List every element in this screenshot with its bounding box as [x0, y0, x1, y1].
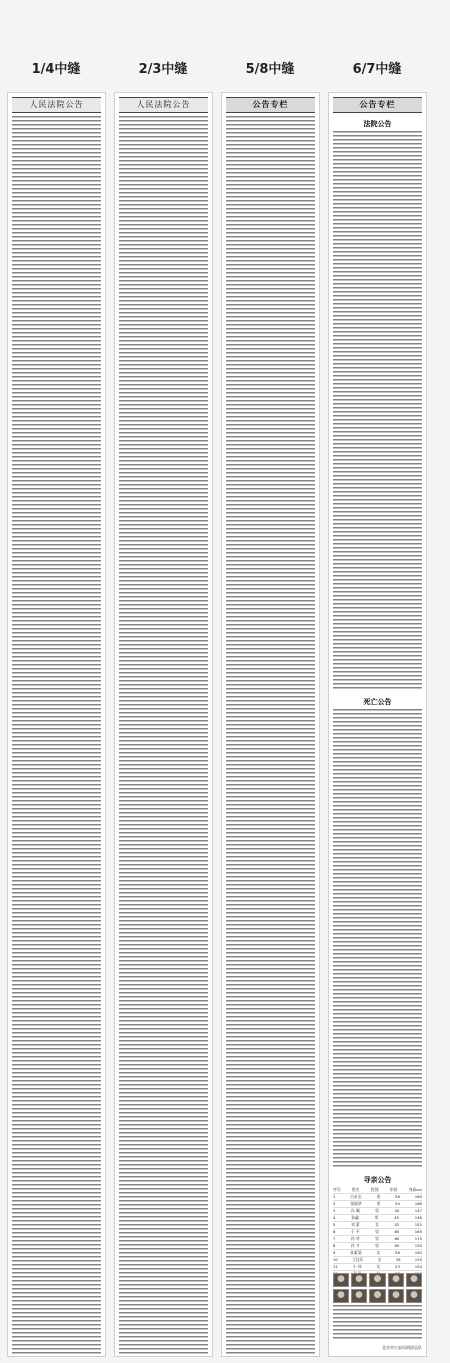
table-cell: 张福华 [350, 1201, 362, 1206]
table-header: 身高cm [408, 1187, 422, 1192]
seam-label-6-7: 6/7中缝 [352, 62, 402, 77]
table-cell: 58 [395, 1250, 400, 1255]
portrait-photo [351, 1289, 367, 1303]
table-cell: 8 [333, 1243, 336, 1248]
table-row [333, 1257, 422, 1264]
table-cell: 男 [374, 1215, 379, 1220]
table-cell: 39 [395, 1257, 401, 1262]
table-row [333, 1264, 422, 1271]
table-cell: 11 [333, 1264, 338, 1269]
table-cell: 170 [414, 1236, 422, 1241]
table-cell: 45 [394, 1208, 400, 1213]
table-cell: 孙鑫 [351, 1215, 359, 1220]
table-cell: 155 [414, 1257, 422, 1262]
table-cell: 3 [333, 1208, 336, 1213]
seam-label-2-3: 2/3中缝 [138, 62, 188, 77]
table-cell: 男 [376, 1194, 381, 1199]
table-cell: 60 [394, 1236, 400, 1241]
table-cell: 女 [375, 1222, 379, 1227]
notice-text-block [333, 709, 422, 1169]
table-cell: 23 [395, 1264, 400, 1269]
table-row [333, 1229, 422, 1236]
table-header: 年龄 [389, 1187, 398, 1192]
notice-text-block [333, 1305, 422, 1341]
table-cell: 男 [375, 1236, 379, 1241]
notice-signature: 北京市公安局刑侦总队 [382, 1345, 422, 1350]
table-cell: 54 [395, 1201, 400, 1206]
table-cell: 60 [394, 1243, 400, 1248]
table-cell: 孙 华 [350, 1236, 360, 1241]
portrait-photo [369, 1289, 385, 1303]
seam-label-1-4: 1/4中缝 [31, 62, 81, 77]
notice-text-block [12, 116, 101, 1356]
table-row [333, 1215, 422, 1222]
table-cell: 男 [376, 1201, 381, 1206]
table-cell: 冯 佩 [350, 1208, 360, 1213]
table-cell: 1 [333, 1194, 336, 1199]
portrait-photo [388, 1289, 404, 1303]
table-cell: 52 [394, 1222, 400, 1227]
table-cell: 60 [394, 1229, 400, 1234]
table-cell: 白永宝 [350, 1194, 362, 1199]
table-cell: 45 [394, 1215, 399, 1220]
table-cell: 56 [395, 1194, 400, 1199]
search-table [333, 1187, 422, 1278]
table-cell: 150 [414, 1243, 422, 1248]
court-notice-title: 法院公告 [363, 120, 392, 128]
table-cell: 6 [333, 1229, 336, 1234]
table-row [333, 1250, 422, 1257]
notice-text-block [226, 116, 315, 1356]
table-header: 姓名 [351, 1187, 360, 1192]
table-body [333, 1194, 422, 1278]
column-2 [114, 92, 213, 1357]
table-row [333, 1208, 422, 1215]
column-4 [328, 92, 427, 1357]
portrait-photo [406, 1273, 422, 1287]
table-cell: 165 [414, 1229, 422, 1234]
portrait-photo [351, 1273, 367, 1287]
table-cell: 150 [414, 1264, 422, 1269]
column-header: 人民法院公告 [12, 97, 101, 113]
seam-label-5-8: 5/8中缝 [245, 62, 295, 77]
column-header: 公告专栏 [226, 97, 315, 113]
table-row [333, 1194, 422, 1201]
notice-text-block [333, 131, 422, 691]
portrait-photo [406, 1289, 422, 1303]
table-cell: 146 [414, 1215, 422, 1220]
table-header: 序号 [333, 1187, 341, 1192]
table-cell: 女 [376, 1250, 381, 1255]
table-header: 性别 [370, 1187, 379, 1192]
portrait-photo [333, 1289, 349, 1303]
table-cell: 男 [375, 1243, 379, 1248]
table-cell: 169 [414, 1194, 422, 1199]
table-cell: 于 平 [350, 1229, 360, 1234]
table-cell: 168 [414, 1201, 422, 1206]
column-header: 公告专栏 [333, 97, 422, 113]
table-cell: 2 [333, 1201, 336, 1206]
table-cell: 4 [333, 1215, 336, 1220]
column-1 [7, 92, 106, 1357]
table-row [333, 1243, 422, 1250]
table-cell: 孙素菊 [350, 1250, 362, 1255]
search-notice-title: 寻亲公告 [363, 1176, 392, 1184]
table-cell: 小 伟 [352, 1264, 362, 1269]
table-cell: 刘 蒙 [350, 1222, 360, 1227]
table-cell: 9 [333, 1250, 336, 1255]
portrait-photo [333, 1273, 349, 1287]
table-row [333, 1236, 422, 1243]
table-cell: 男 [375, 1229, 379, 1234]
column-header: 人民法院公告 [119, 97, 208, 113]
portrait-photo [388, 1273, 404, 1287]
portrait-grid [333, 1273, 422, 1303]
table-cell: 7 [333, 1236, 336, 1241]
table-cell: 5 [333, 1222, 336, 1227]
table-header-row [333, 1187, 422, 1194]
portrait-photo [369, 1273, 385, 1287]
table-row [333, 1222, 422, 1229]
table-cell: 女 [376, 1264, 381, 1269]
column-3 [221, 92, 320, 1357]
table-cell: 男 [375, 1208, 379, 1213]
table-cell: 147 [414, 1208, 422, 1213]
table-cell: 孙 才 [350, 1243, 360, 1248]
notice-text-block [119, 116, 208, 1356]
table-cell: 王佳乐 [352, 1257, 364, 1262]
table-cell: 女 [377, 1257, 382, 1262]
table-cell: 10 [333, 1257, 338, 1262]
table-cell: 152 [414, 1222, 422, 1227]
death-notice-title: 死亡公告 [363, 698, 392, 706]
table-row [333, 1201, 422, 1208]
table-cell: 150 [414, 1250, 422, 1255]
